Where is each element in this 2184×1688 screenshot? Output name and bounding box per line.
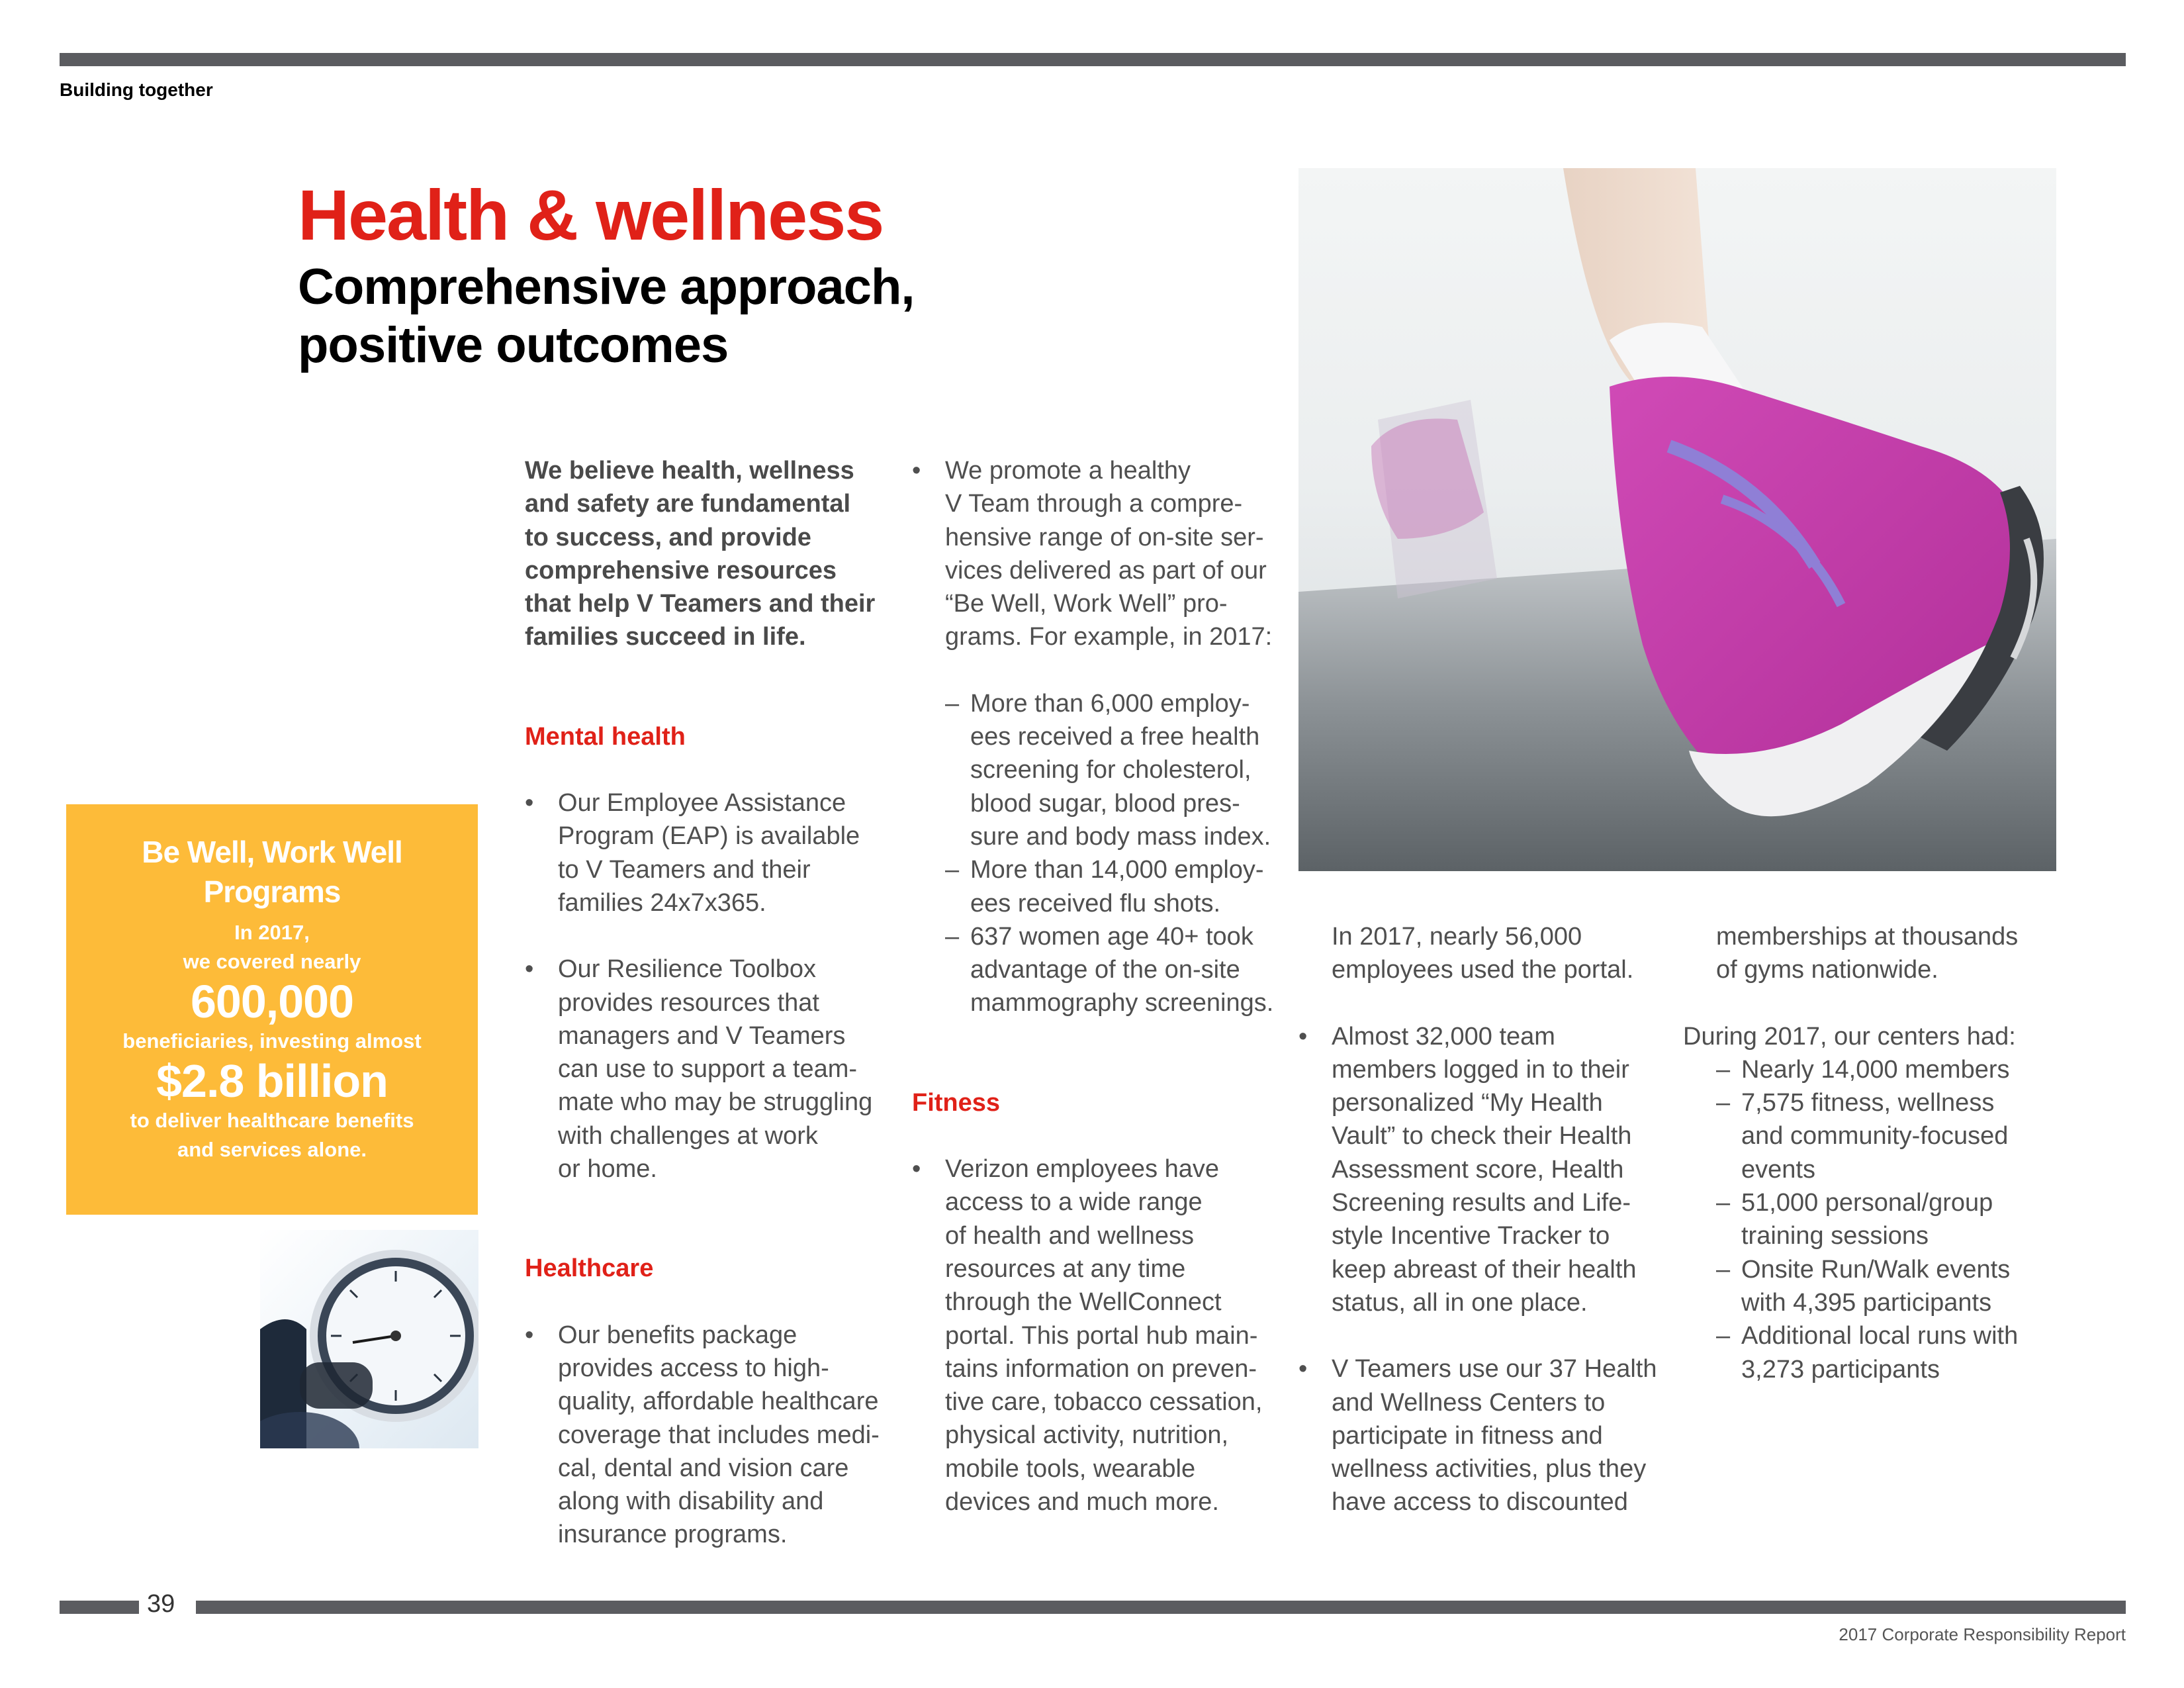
top-divider-bar: [60, 53, 2126, 66]
callout-beneficiaries-text: beneficiaries, investing almost: [122, 1029, 422, 1053]
dash-marker: –: [1716, 1189, 1731, 1217]
callout-heading-line: Programs: [203, 874, 341, 909]
column-4: [1683, 920, 2080, 1386]
dash-marker: –: [945, 922, 960, 951]
resilience-bullet: • Our Resilience Toolbox provides resources that managers and V Teamers can use to support a team- mate who may be struggling with challenges at work or home.: [525, 953, 895, 1186]
eap-bullet: • Our Employee Assistance Program (EAP) is available to V Teamers and their families 24x7x365.: [525, 786, 895, 919]
callout-heading-line: Be Well, Work Well: [142, 835, 402, 869]
callout-covered: we covered nearly: [183, 950, 361, 973]
section-label: Building together: [60, 79, 213, 100]
programs-callout: [66, 804, 478, 1215]
promote-bullet: • We promote a healthy V Team through a compre- hensive range of on-site ser- vices delivered as part of our “Be Well, Work Well” pro- grams. For example, in 2017:: [912, 454, 1286, 654]
healthcare-heading: Healthcare: [525, 1254, 654, 1283]
dash-marker: –: [1716, 1089, 1731, 1117]
screening-dash-item: – More than 6,000 employ- ees received a free health screening for cholesterol, blood sugar, blood pres- sure and body mass index.: [945, 687, 1286, 853]
report-title: 2017 Corporate Responsibility Report: [1839, 1624, 2126, 1644]
fitness-heading: Fitness: [912, 1088, 1001, 1117]
memberships-paragraph: memberships at thousands of gyms nationwide.: [1716, 923, 2019, 984]
dash-marker: –: [945, 856, 960, 884]
callout-purpose-line: to deliver healthcare benefits: [130, 1109, 414, 1132]
intro-paragraph: We believe health, wellness and safety are fundamental to success, and provide comprehensive resources that help V Teamers and their families succeed in life.: [525, 457, 876, 651]
column-3: [1298, 920, 1669, 1519]
centers-intro: During 2017, our centers had:: [1683, 1022, 2016, 1051]
mammography-dash-item: – 637 women age 40+ took advantage of the on-site mammography screenings.: [945, 920, 1286, 1020]
page-subtitle: [298, 258, 1092, 375]
verizon-bullet: • Verizon employees have access to a wide range of health and wellness resources at any time through the WellConnect portal. This portal hub main- tains information on preven- tive care, tobacco cessation, physical activity, nutrition, mobile tools, wearable devices and much more.: [912, 1152, 1286, 1519]
portal-paragraph: In 2017, nearly 56,000 employees used the portal.: [1332, 923, 1634, 984]
column-1: [525, 454, 895, 1552]
bullet-marker: •: [1298, 1022, 1308, 1051]
bullet-marker: •: [912, 457, 921, 485]
dash-marker: –: [1716, 1322, 1731, 1350]
callout-beneficiaries-number: 600,000: [190, 976, 354, 1027]
events-dash-item: – 7,575 fitness, wellness and community-focused events: [1716, 1086, 2080, 1186]
callout-year: In 2017,: [234, 921, 310, 944]
gauge-illustration: [260, 1230, 478, 1448]
callout-heading: [66, 832, 478, 912]
column-2: [912, 454, 1286, 1519]
page-title: Health & wellness: [298, 175, 884, 255]
bullet-marker: •: [912, 1155, 921, 1184]
dash-marker: –: [1716, 1255, 1731, 1284]
subtitle-line: Comprehensive approach,: [298, 259, 915, 315]
bullet-marker: •: [525, 789, 534, 818]
members-dash-item: – Nearly 14,000 members: [1716, 1053, 2080, 1086]
centers-bullet: • V Teamers use our 37 Health and Wellness Centers to participate in fitness and wellness activities, plus they have access to discounted: [1298, 1352, 1669, 1519]
training-dash-item: – 51,000 personal/group training sessions: [1716, 1186, 2080, 1253]
callout-purpose-line: and services alone.: [177, 1138, 367, 1161]
dash-marker: –: [945, 689, 960, 718]
footer-bar-left: [60, 1601, 139, 1614]
blood-pressure-gauge-image: [260, 1230, 478, 1448]
callout-amount: $2.8 billion: [156, 1055, 388, 1107]
subtitle-line: positive outcomes: [298, 317, 729, 373]
mental-health-heading: Mental health: [525, 722, 686, 751]
running-shoe-treadmill-image: [1298, 168, 2056, 871]
footer-bar-right: [196, 1601, 2126, 1614]
bullet-marker: •: [525, 955, 534, 984]
dash-marker: –: [1716, 1055, 1731, 1084]
bullet-marker: •: [1298, 1355, 1308, 1383]
flu-dash-item: – More than 14,000 employ- ees received flu shots.: [945, 853, 1286, 920]
bullet-marker: •: [525, 1321, 534, 1349]
local-runs-dash-item: – Additional local runs with 3,273 participants: [1716, 1319, 2080, 1386]
shoe-illustration: [1298, 168, 2056, 871]
vault-bullet: • Almost 32,000 team members logged in to their personalized “My Health Vault” to check their Health Assessment score, Health Screening results and Life- style Incentive Tracker to keep abreast of their health status, all in one place.: [1298, 1020, 1669, 1320]
page-number: 39: [147, 1590, 175, 1618]
benefits-bullet: • Our benefits package provides access to high- quality, affordable healthcare coverage that includes medi- cal, dental and vision care along with disability and insurance programs.: [525, 1319, 895, 1552]
runwalk-dash-item: – Onsite Run/Walk events with 4,395 participants: [1716, 1253, 2080, 1320]
